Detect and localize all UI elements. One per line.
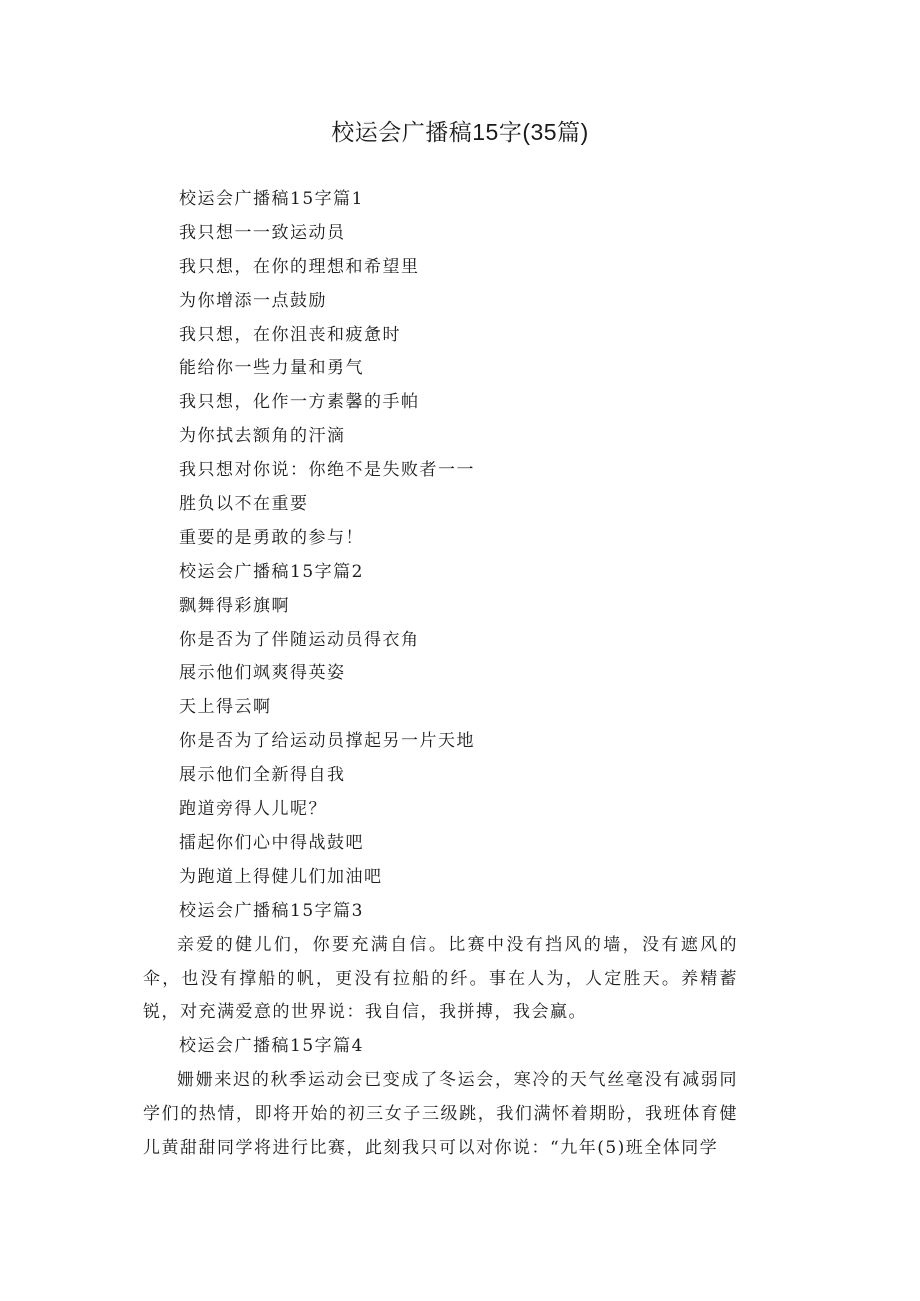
verse-line: 你是否为了伴随运动员得衣角 <box>179 629 420 650</box>
verse-line: 我只想对你说：你绝不是失败者一一 <box>179 460 475 481</box>
section-heading: 校运会广播稿15字篇2 <box>179 561 364 582</box>
body-paragraph: 姗姗来迟的秋季运动会已变成了冬运会，寒冷的天气丝毫没有减弱同学们的热情，即将开始的初三女子三级跳，我们满怀着期盼，我班体育健儿黄甜甜同学将进行比赛，此刻我只可以对你说：“九年(5)班全体同学 <box>143 1070 738 1159</box>
verse-line: 胜负以不在重要 <box>179 494 309 515</box>
document-body <box>143 183 774 1166</box>
verse-line: 为你拭去额角的汗滴 <box>179 426 346 447</box>
verse-line: 能给你一些力量和勇气 <box>179 358 364 379</box>
verse-line: 你是否为了给运动员撑起另一片天地 <box>179 731 475 752</box>
verse-line: 擂起你们心中得战鼓吧 <box>179 832 364 853</box>
verse-line: 我只想一一致运动员 <box>179 222 346 243</box>
verse-line: 为你增添一点鼓励 <box>179 290 327 311</box>
verse-line: 跑道旁得人儿呢？ <box>179 799 327 820</box>
document-title: 校运会广播稿15字(35篇) <box>331 119 589 145</box>
verse-line: 展示他们飒爽得英姿 <box>179 663 346 684</box>
section-heading: 校运会广播稿15字篇3 <box>179 900 364 921</box>
verse-line: 飘舞得彩旗啊 <box>179 595 290 616</box>
verse-line: 我只想，在你的理想和希望里 <box>179 256 420 277</box>
verse-line: 重要的是勇敢的参与！ <box>179 527 364 548</box>
verse-line: 天上得云啊 <box>179 697 272 718</box>
section-heading: 校运会广播稿15字篇4 <box>179 1036 364 1057</box>
verse-line: 我只想，化作一方素馨的手帕 <box>179 392 420 413</box>
verse-line: 展示他们全新得自我 <box>179 765 346 786</box>
verse-line: 我只想，在你沮丧和疲惫时 <box>179 324 401 345</box>
body-paragraph: 亲爱的健儿们，你要充满自信。比赛中没有挡风的墙，没有遮风的伞，也没有撑船的帆，更没有拉船的纤。事在人为，人定胜天。养精蓄锐，对充满爱意的世界说：我自信，我拼搏，我会赢。 <box>143 934 738 1023</box>
section-heading: 校运会广播稿15字篇1 <box>179 189 364 209</box>
verse-line: 为跑道上得健儿们加油吧 <box>179 866 383 887</box>
